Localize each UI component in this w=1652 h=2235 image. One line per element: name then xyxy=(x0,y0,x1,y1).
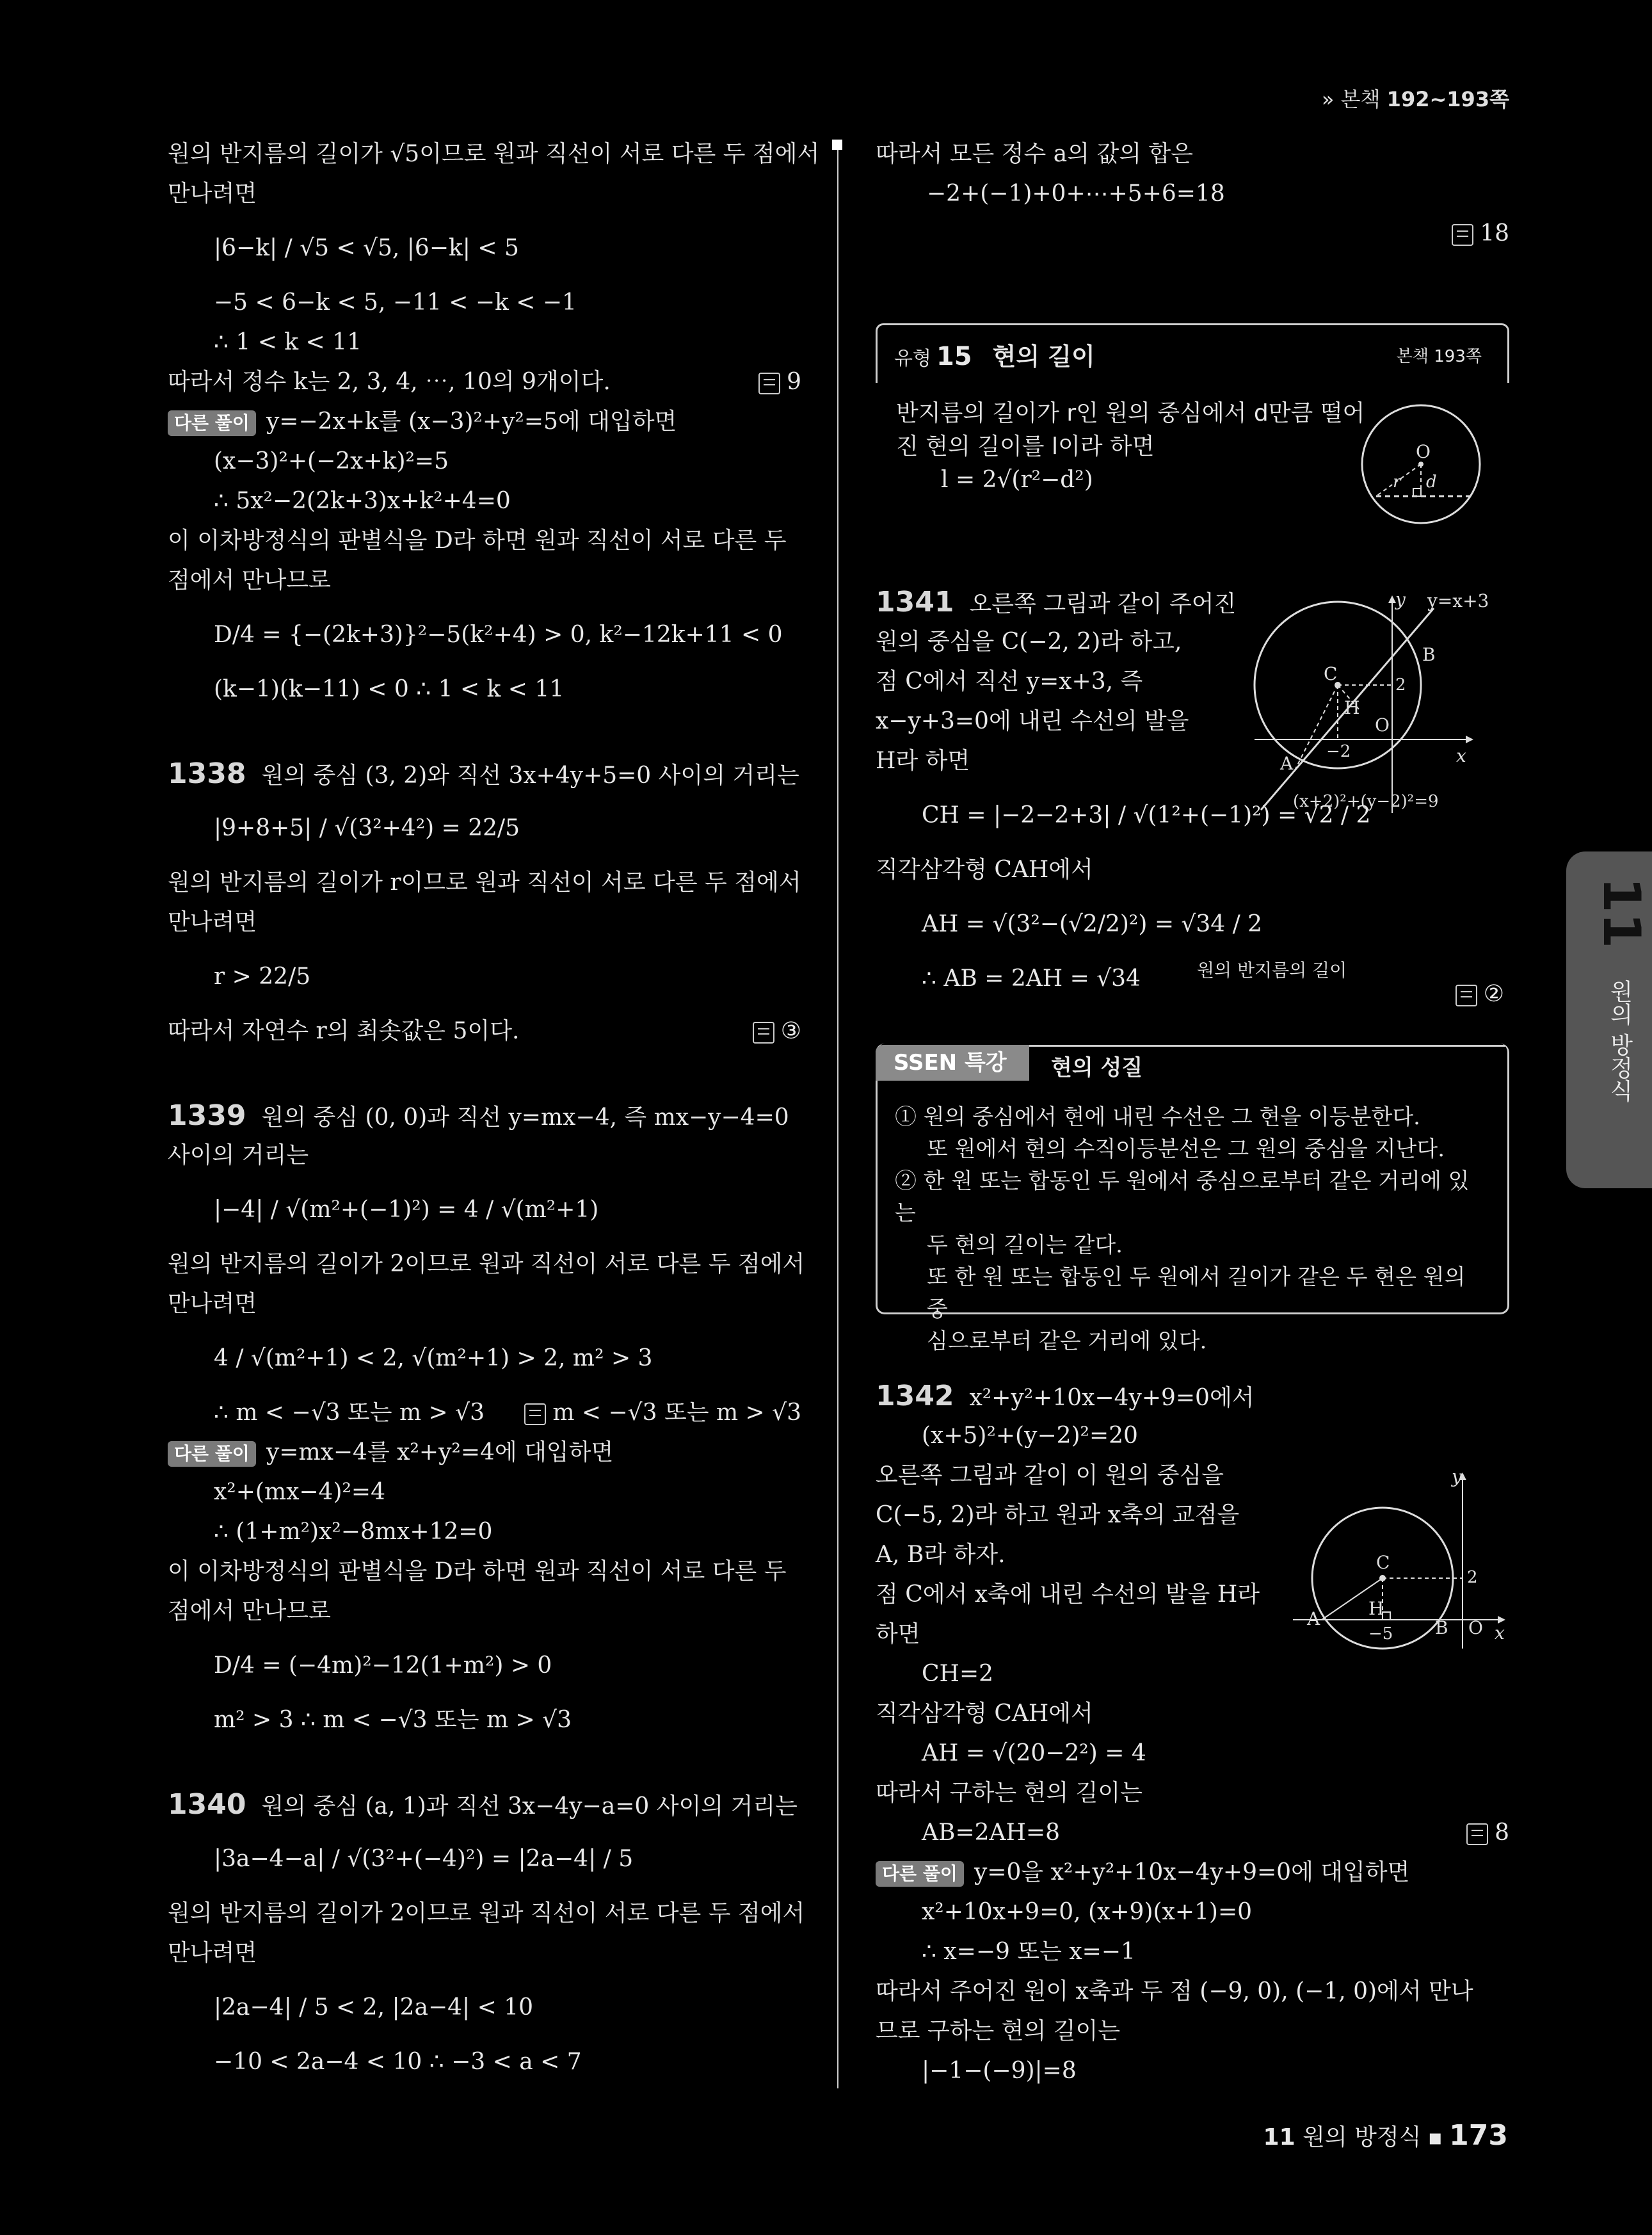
summary-line: 반지름의 길이가 r인 원의 중심에서 d만큼 떨어 xyxy=(896,400,1365,426)
fig2-label-c: C xyxy=(1324,663,1338,684)
math-line: |9+8+5| / √(3²+4²) = 22/5 xyxy=(214,815,520,841)
radius-note: 원의 반지름의 길이 xyxy=(1197,960,1347,981)
text-line: 사이의 거리는 xyxy=(168,1142,309,1168)
math-line: AH = √(20−2²) = 4 xyxy=(922,1740,1146,1766)
answer-1338: ③ xyxy=(753,1012,801,1051)
math-line: ∴ x=−9 또는 x=−1 xyxy=(922,1939,1135,1965)
left-column xyxy=(168,134,820,2082)
fig2-tick-neg2: −2 xyxy=(1326,742,1351,761)
math-line: |2a−4| / 5 < 2, |2a−4| < 10 xyxy=(214,1994,534,2021)
alt-solution-line: 다른 풀이 y=0을 x²+y²+10x−4y+9=0에 대입하면 xyxy=(876,1853,1509,1892)
fig2-axis-x: x xyxy=(1456,745,1466,766)
ssen-title: 현의 성질 xyxy=(1051,1055,1143,1081)
summary-formula: l = 2√(r²−d²) xyxy=(941,467,1093,493)
text-line: 원의 반지름의 길이가 2이므로 원과 직선이 서로 다른 두 점에서 xyxy=(168,1251,805,1277)
fig2-label-b: B xyxy=(1422,644,1436,665)
text-line: 이 이차방정식의 판별식을 D라 하면 원과 직선이 서로 다른 두 xyxy=(168,1558,787,1585)
alt-solution-tag: 다른 풀이 xyxy=(876,1861,964,1887)
text-line: A, B라 하자. xyxy=(876,1542,1006,1568)
math-line: D/4 = {−(2k+3)}²−5(k²+4) > 0, k²−12k+11 < 0 xyxy=(214,622,783,648)
fig2-tick-2: 2 xyxy=(1395,675,1406,695)
fig1-label-d: d xyxy=(1426,472,1437,492)
footer-chapter-num: 11 xyxy=(1263,2124,1295,2150)
ssen-body xyxy=(895,1101,1490,1357)
fig2-label-a: A xyxy=(1280,753,1294,774)
spacer xyxy=(168,1740,801,1785)
fig2-axis-y: y xyxy=(1395,589,1406,610)
fig1-label-o: O xyxy=(1416,441,1431,462)
type-label: 유형 15 현의 길이 xyxy=(894,342,1095,371)
math-line: ∴ (1+m²)x²−8mx+12=0 xyxy=(214,1519,493,1545)
fig2-label-o: O xyxy=(1375,714,1390,736)
math-line: ∴ AB = 2AH = √34 xyxy=(922,965,1141,992)
fig2-label-h: H xyxy=(1344,697,1360,718)
chapter-side-tab[interactable] xyxy=(1566,851,1652,1188)
text-line: 이 이차방정식의 판별식을 D라 하면 원과 직선이 서로 다른 두 xyxy=(168,528,787,554)
problem-1340-head: 1340 원의 중심 (a, 1)과 직선 3x−4y−a=0 사이의 거리는 xyxy=(168,1788,798,1821)
text-line: 원의 중심을 C(−2, 2)라 하고, xyxy=(876,629,1182,655)
text-line: 따라서 자연수 r의 최솟값은 5이다. ③ xyxy=(168,1012,801,1051)
ssen-rule xyxy=(1029,1045,1505,1047)
chord-circle-figure xyxy=(1357,400,1498,528)
fig2-circle-eq: (x+2)²+(y−2)²=9 xyxy=(1293,792,1439,811)
fig3-label-o: O xyxy=(1468,1617,1483,1638)
math-line: (x−3)²+(−2x+k)²=5 xyxy=(214,448,449,474)
type-ref: 본책 193쪽 xyxy=(1396,347,1482,366)
alt-solution-tag: 다른 풀이 xyxy=(168,410,256,436)
ssen-line: ② 한 원 또는 합동인 두 원에서 중심으로부터 같은 거리에 있는 xyxy=(895,1168,1470,1226)
text-line: 따라서 모든 정수 a의 값의 합은 xyxy=(876,141,1193,167)
answer-icon xyxy=(758,373,780,394)
fig3-axis-x: x xyxy=(1495,1622,1505,1643)
ssen-line: ① 원의 중심에서 현에 내린 수선은 그 현을 이등분한다. xyxy=(895,1104,1420,1130)
answer-icon xyxy=(1456,985,1477,1006)
text-line: 따라서 구하는 현의 길이는 xyxy=(876,1780,1143,1806)
answer-1339: m < −√3 또는 m > √3 xyxy=(524,1393,801,1433)
text-line: 점 C에서 직선 y=x+3, 즉 xyxy=(876,668,1143,695)
page-footer: 11 원의 방정식 ■ 173 xyxy=(1263,2119,1508,2152)
fig2-line-eq: y=x+3 xyxy=(1427,590,1489,611)
fig3-label-h: H xyxy=(1368,1598,1384,1619)
math-line: AB=2AH=8 8 xyxy=(876,1813,1509,1853)
answer-1337: 9 xyxy=(758,362,801,402)
text-line: 직각삼각형 CAH에서 xyxy=(876,857,1093,883)
math-line: r > 22/5 xyxy=(214,964,311,990)
math-line: x²+(mx−4)²=4 xyxy=(214,1479,385,1505)
text-line: 직각삼각형 CAH에서 xyxy=(876,1700,1093,1727)
problem-1338-head: 1338 원의 중심 (3, 2)와 직선 3x+4y+5=0 사이의 거리는 xyxy=(168,757,799,790)
fig3-tick-2: 2 xyxy=(1467,1568,1478,1587)
answer-icon xyxy=(753,1022,774,1044)
math-line: m² > 3 ∴ m < −√3 또는 m > √3 xyxy=(214,1707,572,1733)
math-line: −2+(−1)+0+⋯+5+6=18 xyxy=(927,181,1225,207)
text-line: 만나려면 xyxy=(168,1291,257,1317)
summary-line: 진 현의 길이를 l이라 하면 xyxy=(896,433,1155,460)
ssen-line: 심으로부터 같은 거리에 있다. xyxy=(927,1328,1207,1354)
math-line: ∴ 5x²−2(2k+3)x+k²+4=0 xyxy=(214,488,511,514)
right-column-top xyxy=(876,134,1509,254)
circle-xaxis-figure xyxy=(1287,1466,1517,1652)
fig3-label-a: A xyxy=(1307,1608,1320,1629)
circle-line-figure xyxy=(1248,589,1517,819)
answer-icon xyxy=(1452,224,1473,246)
math-line: D/4 = (−4m)²−12(1+m²) > 0 xyxy=(214,1652,552,1679)
text-line: 만나려면 xyxy=(168,181,257,207)
problem-number: 1341 xyxy=(876,586,954,618)
answer-top: 18 xyxy=(1452,214,1509,254)
text-line: 만나려면 xyxy=(168,1940,257,1966)
spacer xyxy=(168,709,801,754)
alt-solution-line: 다른 풀이 y=mx−4를 x²+y²=4에 대입하면 xyxy=(168,1433,801,1473)
problem-1339-head: 1339 원의 중심 (0, 0)과 직선 y=mx−4, 즉 mx−y−4=0 xyxy=(168,1099,789,1132)
fig3-tick-neg5: −5 xyxy=(1368,1624,1393,1643)
math-line: ∴ m < −√3 또는 m > √3 m < −√3 또는 m > √3 xyxy=(168,1393,801,1433)
type-title: 현의 길이 xyxy=(992,343,1095,371)
answer-1341-mark: ② xyxy=(1456,974,1504,1014)
problem-1342-head: 1342 x²+y²+10x−4y+9=0에서 xyxy=(876,1380,1255,1412)
problem-number: 1339 xyxy=(168,1099,246,1132)
text-line: 만나려면 xyxy=(168,909,257,935)
math-line: CH = |−2−2+3| / √(1²+(−1)²) = √2 / 2 xyxy=(922,802,1371,828)
alt-solution-tag: 다른 풀이 xyxy=(168,1441,256,1467)
text-line: 하면 xyxy=(876,1621,920,1647)
text-line: 따라서 정수 k는 2, 3, 4, ⋯, 10의 9개이다. 9 xyxy=(168,362,801,402)
math-line: x²+10x+9=0, (x+9)(x+1)=0 xyxy=(922,1899,1253,1925)
type-summary xyxy=(896,397,1365,497)
column-divider-marker xyxy=(832,140,842,150)
ssen-header xyxy=(876,1045,1505,1083)
page-number: 173 xyxy=(1449,2119,1508,2152)
math-line: CH=2 xyxy=(922,1661,994,1687)
side-tab-number: 11 xyxy=(1592,877,1651,949)
math-line: −5 < 6−k < 5, −11 < −k < −1 xyxy=(214,289,577,316)
side-tab-title: 원의 방정식 xyxy=(1607,980,1633,1102)
math-line: −10 < 2a−4 < 10 ∴ −3 < a < 7 xyxy=(214,2049,582,2075)
math-line: |−1−(−9)|=8 xyxy=(922,2058,1077,2084)
ssen-line: 또 한 원 또는 합동인 두 원에서 길이가 같은 두 현은 원의 중 xyxy=(927,1264,1466,1322)
problem-number: 1340 xyxy=(168,1788,246,1821)
fig3-label-c: C xyxy=(1376,1552,1390,1573)
answer-icon xyxy=(524,1403,546,1425)
math-line: 4 / √(m²+1) < 2, √(m²+1) > 2, m² > 3 xyxy=(214,1345,653,1371)
math-line: |6−k| / √5 < √5, |6−k| < 5 xyxy=(214,235,519,261)
text-line: 오른쪽 그림과 같이 이 원의 중심을 xyxy=(876,1462,1224,1489)
answer-1341 xyxy=(1427,974,1504,1014)
problem-1341-head: 1341 오른쪽 그림과 같이 주어진 xyxy=(876,586,1237,618)
problem-number: 1342 xyxy=(876,1380,954,1412)
text-line: 원의 반지름의 길이가 r이므로 원과 직선이 서로 다른 두 점에서 xyxy=(168,869,801,896)
problem-number: 1338 xyxy=(168,757,246,790)
fig3-axis-y: y xyxy=(1452,1466,1462,1487)
text-line: C(−5, 2)라 하고 원과 x축의 교점을 xyxy=(876,1502,1240,1528)
column-divider xyxy=(837,142,838,2088)
ssen-line: 또 원에서 현의 수직이등분선은 그 원의 중심을 지난다. xyxy=(927,1136,1445,1162)
ssen-badge: SSEN 특강 xyxy=(876,1045,1029,1081)
math-line: (k−1)(k−11) < 0 ∴ 1 < k < 11 xyxy=(214,676,565,702)
math-line: |3a−4−a| / √(3²+(−4)²) = |2a−4| / 5 xyxy=(214,1846,634,1872)
type-header-box xyxy=(876,323,1509,383)
math-line: |−4| / √(m²+(−1)²) = 4 / √(m²+1) xyxy=(214,1197,599,1223)
text-line: 원의 반지름의 길이가 √5이므로 원과 직선이 서로 다른 두 점에서 xyxy=(168,141,820,167)
fig1-label-r: r xyxy=(1393,472,1401,492)
text-line: 므로 구하는 현의 길이는 xyxy=(876,2018,1121,2044)
footer-chapter-title: 원의 방정식 xyxy=(1303,2124,1422,2150)
fig3-label-b: B xyxy=(1435,1617,1448,1638)
alt-solution-line: 다른 풀이 y=−2x+k를 (x−3)²+y²=5에 대입하면 xyxy=(168,402,801,442)
text-line: x−y+3=0에 내린 수선의 발을 xyxy=(876,708,1189,734)
text-line: 점 C에서 x축에 내린 수선의 발을 H라 xyxy=(876,1581,1260,1608)
text-line: 점에서 만나므로 xyxy=(168,1598,331,1624)
math-line: ∴ 1 < k < 11 xyxy=(214,329,362,355)
text-line: 따라서 주어진 원이 x축과 두 점 (−9, 0), (−1, 0)에서 만나 xyxy=(876,1978,1473,2005)
header-page-ref: » 본책 192~193쪽 xyxy=(1321,87,1509,111)
math-line: AH = √(3²−(√2/2)²) = √34 / 2 xyxy=(922,911,1263,937)
answer-1342: 8 xyxy=(1466,1813,1509,1853)
spacer xyxy=(168,1051,801,1096)
answer-line xyxy=(876,214,1509,254)
math-line: (x+5)²+(y−2)²=20 xyxy=(922,1423,1138,1449)
text-line: 원의 반지름의 길이가 2이므로 원과 직선이 서로 다른 두 점에서 xyxy=(168,1900,805,1926)
text-line: 점에서 만나므로 xyxy=(168,567,331,593)
answer-icon xyxy=(1466,1823,1488,1845)
ssen-line: 두 현의 길이는 같다. xyxy=(927,1232,1123,1258)
text-line: H라 하면 xyxy=(876,748,970,774)
